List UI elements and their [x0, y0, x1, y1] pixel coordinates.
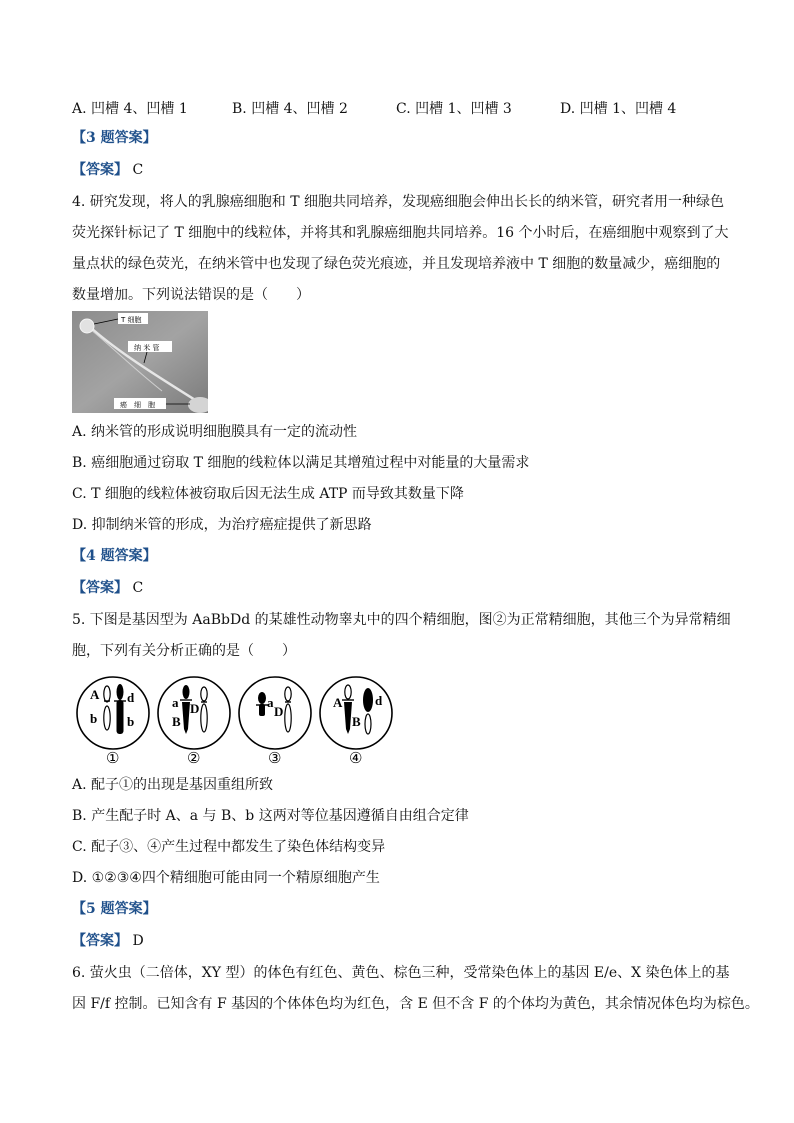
cell-1: [77, 677, 149, 766]
cancer-cell-label: 癌 细 胞: [120, 401, 155, 409]
cell-4-gene-3: d: [375, 693, 383, 708]
answer-value: C: [132, 162, 144, 178]
q4-option-b: B. 癌细胞通过窃取 T 细胞的线粒体以满足其增殖过程中对能量的大量需求: [72, 455, 530, 471]
q5-option-d: D. ①②③④四个精细胞可能由同一个精原细胞产生: [72, 870, 380, 886]
q4-answer: [72, 578, 143, 598]
q4-section-heading: 【4 题答案】: [72, 548, 157, 564]
cell-1-gene-3: d: [127, 690, 135, 705]
answer-value: D: [132, 933, 144, 949]
q3-section-heading: 【3 题答案】: [72, 130, 157, 146]
cell-3-gene-2: D: [274, 704, 284, 719]
cell-3-gene-1: a: [267, 695, 274, 710]
cell-4: [320, 677, 392, 766]
q3-option-b: B. 凹槽 4、凹槽 2: [232, 101, 348, 117]
q5-answer: [72, 931, 144, 951]
q5-stem-line-2: 胞，下列有关分析正确的是（ ）: [72, 643, 296, 659]
answer-tag: 【答案】: [72, 162, 128, 178]
cell-1-gene-4: b: [127, 714, 135, 729]
cell-2-number: ②: [187, 751, 201, 766]
answer-tag: 【答案】: [72, 933, 128, 949]
cell-2-gene-3: D: [190, 701, 200, 716]
q3-answer: [72, 160, 143, 180]
q5-sperm-cells-figure: [76, 674, 394, 766]
cell-2-gene-1: a: [172, 695, 179, 710]
answer-value: C: [132, 580, 144, 596]
q4-option-a: A. 纳米管的形成说明细胞膜具有一定的流动性: [72, 424, 358, 440]
q3-option-d: D. 凹槽 1、凹槽 4: [560, 101, 677, 117]
cell-1-gene-1: A: [90, 687, 100, 702]
cell-1-number: ①: [106, 751, 120, 766]
q6-stem-line-1: 6. 萤火虫（二倍体，XY 型）的体色有红色、黄色、棕色三种，受常染色体上的基因 E/e、X 染色体上的基: [72, 965, 730, 981]
q3-option-a: A. 凹槽 4、凹槽 1: [72, 101, 188, 117]
q5-option-b: B. 产生配子时 A、a 与 B、b 这两对等位基因遵循自由组合定律: [72, 808, 469, 824]
cell-4-gene-1: A: [333, 695, 343, 710]
cell-4-number: ④: [349, 751, 363, 766]
q4-stem-line-1: 4. 研究发现，将人的乳腺癌细胞和 T 细胞共同培养，发现癌细胞会伸出长长的纳米管，研究者用一种绿色: [72, 194, 725, 210]
cell-2: [158, 677, 230, 766]
q4-option-c: C. T 细胞的线粒体被窃取后因无法生成 ATP 而导致其数量下降: [72, 486, 464, 502]
q4-option-d: D. 抑制纳米管的形成，为治疗癌症提供了新思路: [72, 517, 372, 533]
t-cell-label: T 细胞: [121, 316, 142, 324]
q5-stem-line-1: 5. 下图是基因型为 AaBbDd 的某雄性动物睾丸中的四个精细胞，图②为正常精细胞，其他三个为异常精细: [72, 612, 731, 628]
cell-3: [239, 677, 311, 766]
q5-section-heading: 【5 题答案】: [72, 901, 157, 917]
q3-options: [72, 98, 722, 118]
cell-2-gene-2: B: [172, 714, 181, 729]
q4-micrograph-figure: [72, 311, 208, 413]
q5-option-c: C. 配子③、④产生过程中都发生了染色体结构变异: [72, 839, 386, 855]
q3-option-c: C. 凹槽 1、凹槽 3: [396, 101, 512, 117]
cell-3-number: ③: [268, 751, 282, 766]
q4-stem-line-2: 荧光探针标记了 T 细胞中的线粒体，并将其和乳腺癌细胞共同培养。16 个小时后，在癌细胞中观察到了大: [72, 225, 729, 241]
q5-option-a: A. 配子①的出现是基因重组所致: [72, 777, 274, 793]
nanotube-label: 纳 米 管: [134, 344, 160, 352]
q4-stem-line-3: 量点状的绿色荧光，在纳米管中也发现了绿色荧光痕迹，并且发现培养液中 T 细胞的数量减少，癌细胞的: [72, 256, 721, 272]
q6-stem-line-2: 因 F/f 控制。已知含有 F 基因的个体体色均为红色，含 E 但不含 F 的个体均为黄色，其余情况体色均为棕色。: [72, 996, 759, 1012]
answer-tag: 【答案】: [72, 580, 128, 596]
cell-1-gene-2: b: [90, 711, 98, 726]
cell-4-gene-2: B: [352, 714, 361, 729]
q4-stem-line-4: 数量增加。下列说法错误的是（ ）: [72, 287, 310, 303]
